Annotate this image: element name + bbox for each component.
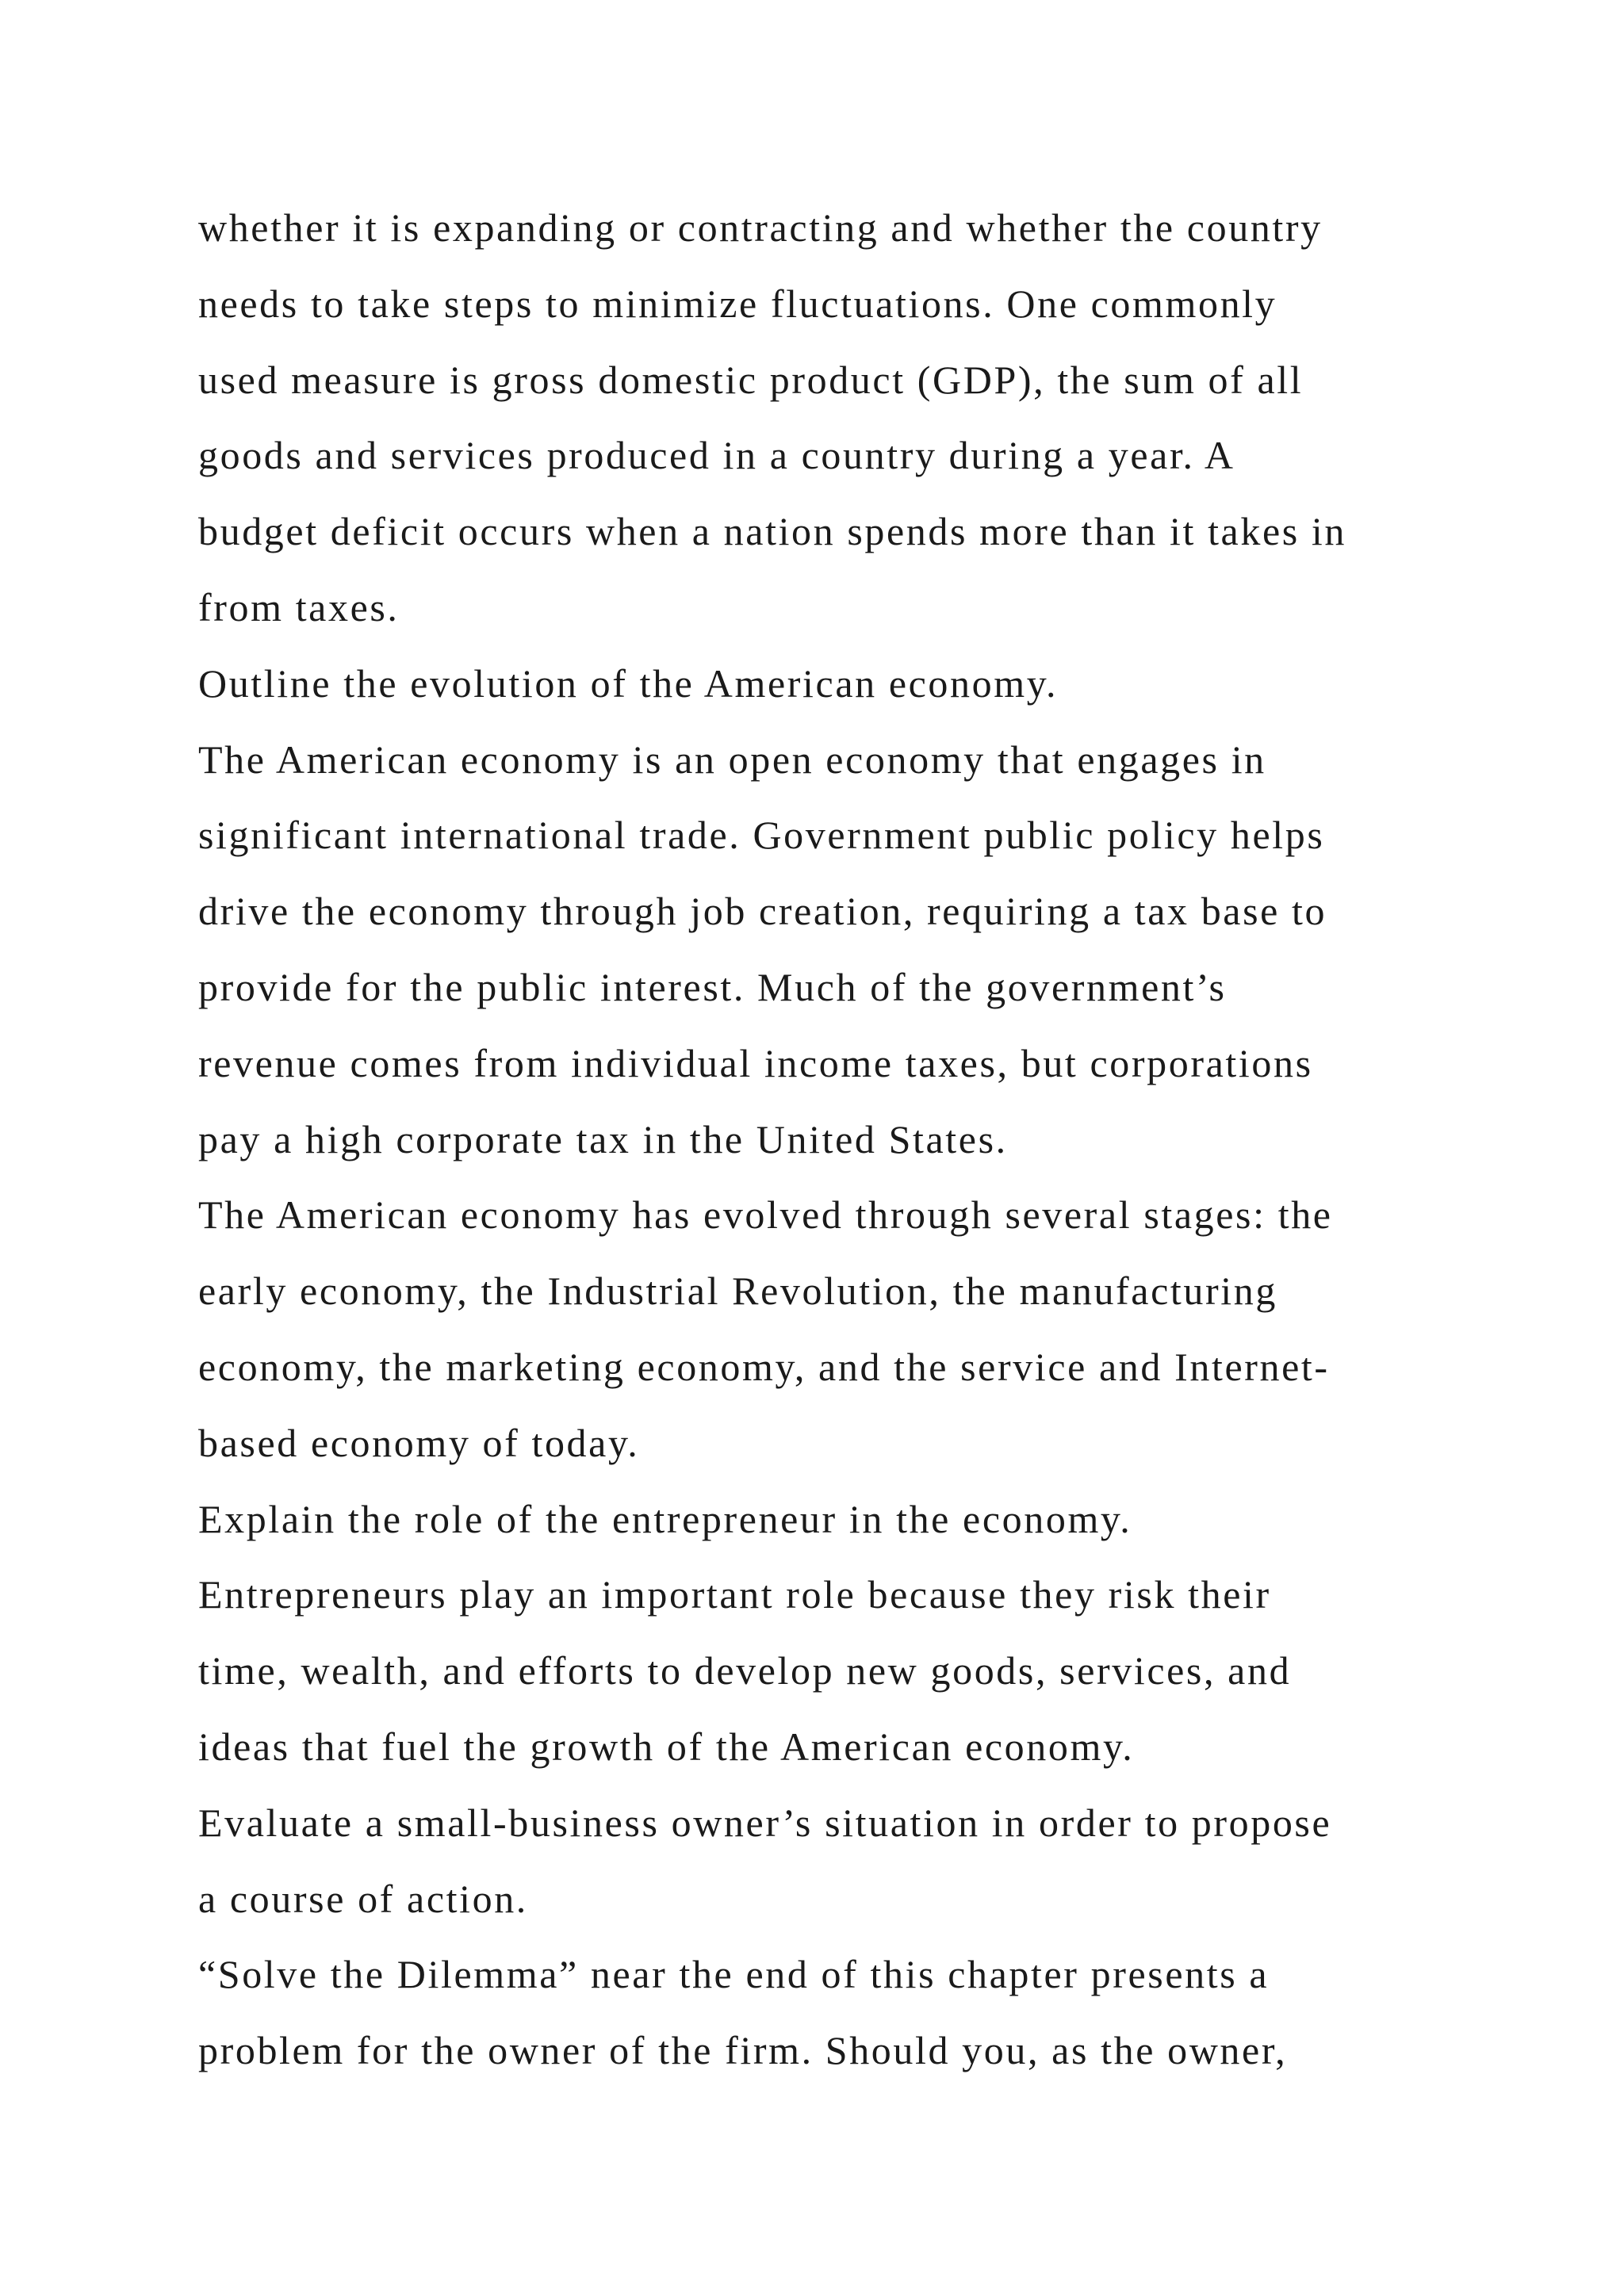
text-line: time, wealth, and efforts to develop new goods, services, and (198, 1648, 1292, 1693)
text-line: “Solve the Dilemma” near the end of this chapter presents a (198, 1952, 1270, 1997)
text-line: needs to take steps to minimize fluctuations. One commonly (198, 281, 1277, 326)
text-line: based economy of today. (198, 1420, 640, 1465)
text-line: from taxes. (198, 584, 400, 629)
body-text (198, 190, 1467, 2089)
text-line: provide for the public interest. Much of the government’s (198, 964, 1227, 1009)
text-line: a course of action. (198, 1876, 528, 1921)
text-line: early economy, the Industrial Revolution, the manufacturing (198, 1269, 1277, 1314)
text-line: revenue comes from individual income taxes, but corporations (198, 1040, 1313, 1085)
text-line: significant international trade. Government public policy helps (198, 813, 1325, 858)
text-line: budget deficit occurs when a nation spends more than it takes in (198, 509, 1346, 554)
section-heading-line: Outline the evolution of the American economy. (198, 660, 1059, 706)
text-line: used measure is gross domestic product (GDP), the sum of all (198, 357, 1304, 402)
text-line: economy, the marketing economy, and the service and Internet- (198, 1344, 1330, 1389)
text-line: The American economy has evolved through several stages: the (198, 1192, 1333, 1238)
section-heading-line: Evaluate a small-business owner’s situation in order to propose (198, 1800, 1332, 1845)
text-line: problem for the owner of the firm. Should you, as the owner, (198, 2028, 1288, 2073)
text-line: Entrepreneurs play an important role because they risk their (198, 1572, 1271, 1617)
text-line: pay a high corporate tax in the United States. (198, 1116, 1008, 1161)
text-line: ideas that fuel the growth of the American economy. (198, 1724, 1135, 1769)
text-line: drive the economy through job creation, requiring a tax base to (198, 889, 1327, 934)
section-heading-line: Explain the role of the entrepreneur in the economy. (198, 1496, 1132, 1541)
text-line: goods and services produced in a country during a year. A (198, 433, 1235, 478)
text-line: The American economy is an open economy that engages in (198, 737, 1266, 782)
text-line: whether it is expanding or contracting and whether the country (198, 205, 1323, 250)
